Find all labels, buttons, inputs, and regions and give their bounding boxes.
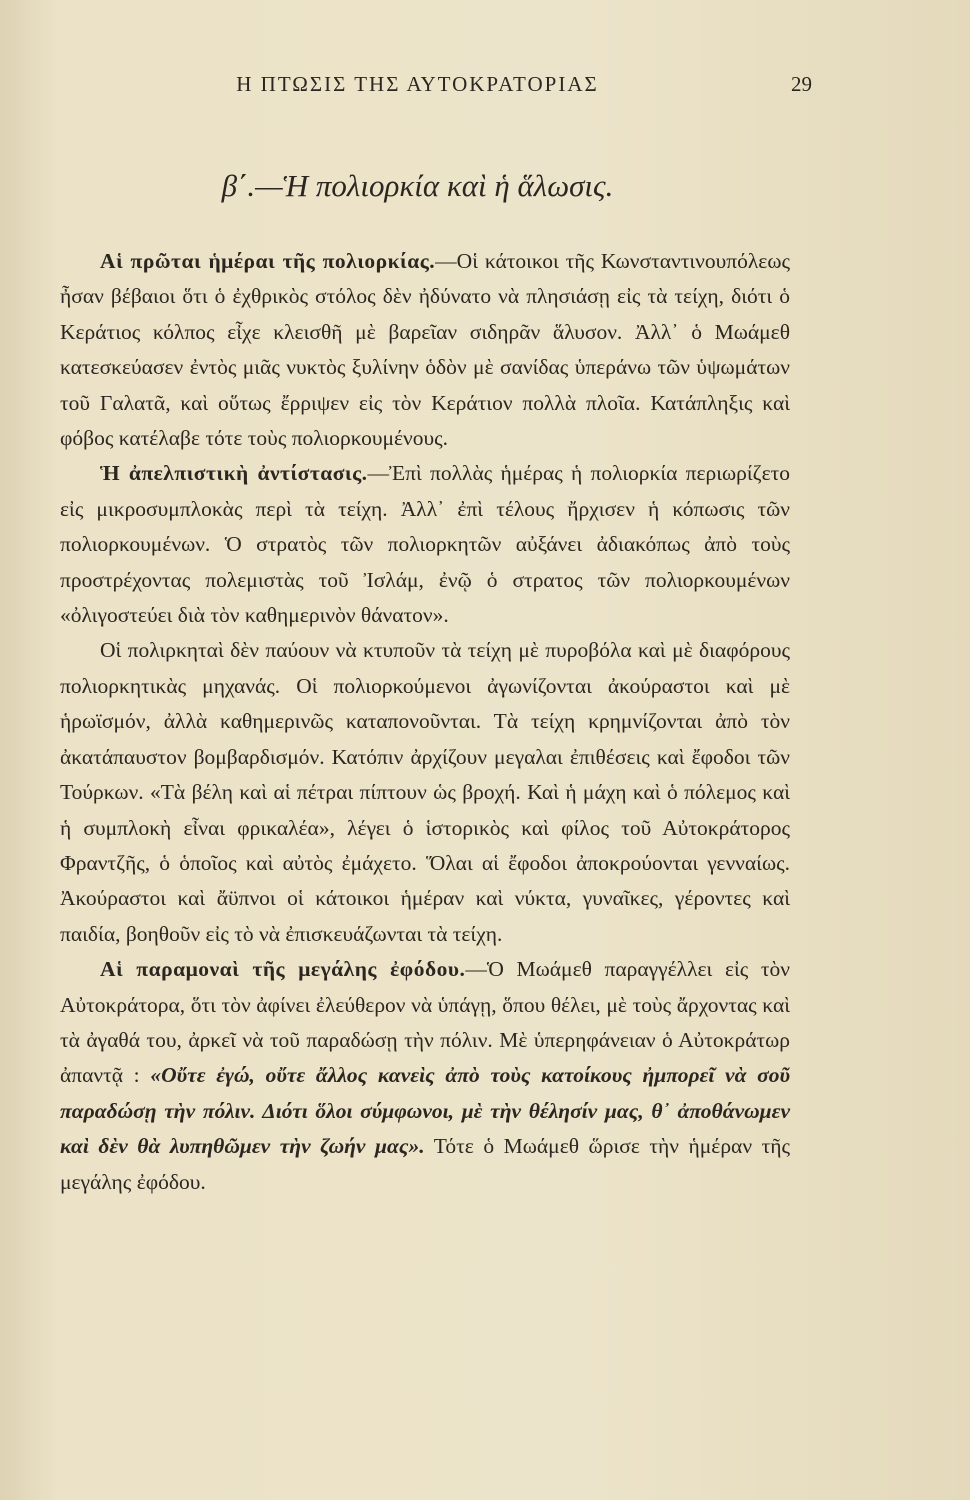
paragraph-resistance (60, 456, 790, 633)
page-number: 29 (791, 72, 812, 96)
rubric-first-days: Αἱ πρῶται ἡμέραι τῆς πολιορκίας. (100, 249, 436, 273)
rubric-eve-of-assault: Αἱ παραμοναὶ τῆς μεγάλης ἐφόδου. (100, 957, 466, 982)
paragraph-text: —Ἐπὶ πολλὰς ἡμέρας ἡ πολιορκία περιωρίζετο εἰς μικροσυμπλοκὰς περὶ τὰ τείχη. Ἀλλ᾽ ἐπὶ τέλους ἤρχισεν ἡ κόπωσις τῶν πολιορκουμένων. Ὁ στρατὸς τῶν πολιορκητῶν αὐξάνει ἀδιακόπως ἀπὸ τοὺς προστρέχοντας πολεμιστὰς τοῦ Ἰσλάμ, ἐνῷ ὁ στρατος τῶν πολιορκουμένων «ὀλιγοστεύει διὰ τὸν καθημερινὸν θάνατον». (60, 461, 790, 628)
page-header (0, 72, 970, 106)
paragraph-siege (60, 633, 790, 952)
running-title: Η ΠΤΩΣΙΣ ΤΗΣ ΑΥΤΟΚΡΑΤΟΡΙΑΣ (236, 72, 599, 96)
rubric-resistance: Ἡ ἀπελπιστικὴ ἀντίστασις. (100, 461, 368, 486)
paragraph-closing: Τότε ὁ Μωάμεθ ὥρισε τὴν ἡμέραν τῆς μεγάλης ἐφόδου. (60, 1134, 790, 1194)
section-title: β΄.—Ἡ πολιορκία καὶ ἡ ἅλωσις. (221, 168, 614, 203)
paragraph-text: Οἱ πολιρκηταὶ δὲν παύουν νὰ κτυποῦν τὰ τείχη μὲ πυροβόλα καὶ μὲ διαφόρους πολιορκητικὰς μηχανάς. Οἱ πολιορκούμενοι ἀγωνίζονται ἀκούραστοι καὶ μὲ ἡρωϊσμόν, ἀλλὰ καθημερινῶς καταπονοῦνται. Τὰ τείχη κρημνίζονται ἀπὸ τὸν ἀκατάπαυστον βομβαρδισμόν. Κατόπιν ἀρχίζουν μεγαλαι ἐπιθέσεις καὶ ἔφοδοι τῶν Τούρκων. «Τὰ βέλη καὶ αἱ πέτραι πίπτουν ὡς βροχή. Καὶ ἡ μάχη καὶ ὁ πόλεμος καὶ ἡ συμπλοκὴ εἶναι φρικαλέα», λέγει ὁ ἱστορικὸς καὶ φίλος τοῦ Αὐτοκράτορος Φραντζῆς, ὁ ὁποῖος καὶ αὐτὸς ἐμάχετο. Ὅλαι αἱ ἔφοδοι ἀποκρούονται γενναίως. Ἀκούραστοι καὶ ἄϋπνοι οἱ κάτοικοι ἡμέραν καὶ νύκτα, γυναῖκες, γέροντες καὶ παιδία, βοηθοῦν εἰς τὸ νὰ ἐπισκευάζωνται τὰ τείχη. (60, 638, 790, 946)
paragraph-text: —Οἱ κάτοικοι τῆς Κωνσταντινουπόλεως ἦσαν βέβαιοι ὅτι ὁ ἐχθρικὸς στόλος δὲν ἠδύνατο νὰ πλησιάσῃ εἰς τὰ τείχη, διότι ὁ Κεράτιος κόλπος εἶχε κλεισθῆ μὲ βαρεῖαν σιδηρᾶν ἅλυσον. Ἀλλ᾽ ὁ Μωάμεθ κατεσκεύασεν ἐντὸς μιᾶς νυκτὸς ξυλίνην ὁδὸν μὲ σανίδας ὑπεράνω τῶν ὑψωμάτων τοῦ Γαλατᾶ, καὶ οὕτως ἔρριψεν εἰς τὸν Κεράτιον πολλὰ πλοῖα. Κατάπληξις καὶ φόβος κατέλαβε τότε τοὺς πολιορκουμένους. (60, 249, 790, 451)
paragraph-first-days (60, 244, 790, 456)
body-text (60, 244, 790, 1200)
paragraph-text: —Ὁ Μωάμεθ παραγγέλλει εἰς τὸν Αὐτοκράτορα, ὅτι τὸν ἀφίνει ἐλεύθερον νὰ ὑπάγῃ, ὅπου θέλει, μὲ τοὺς ἄρχοντας καὶ τὰ ἀγαθά του, ἀρκεῖ νὰ τοῦ παραδώσῃ τὴν πόλιν. Μὲ ὑπερηφάνειαν ὁ Αὐτοκράτωρ ἀπαντᾷ : (60, 957, 790, 1088)
emperor-reply-quote: «Οὔτε ἐγώ, οὔτε ἄλλος κανεὶς ἀπὸ τοὺς κατοίκους ἠμπορεῖ νὰ σοῦ παραδώσῃ τὴν πόλιν. Διότι ὅλοι σύμφωνοι, μὲ τὴν θέλησίν μας, θ᾽ ἀποθάνωμεν καὶ δὲν θὰ λυπηθῶμεν τὴν ζωήν μας». (60, 1063, 791, 1159)
paragraph-eve-of-assault (60, 952, 790, 1200)
